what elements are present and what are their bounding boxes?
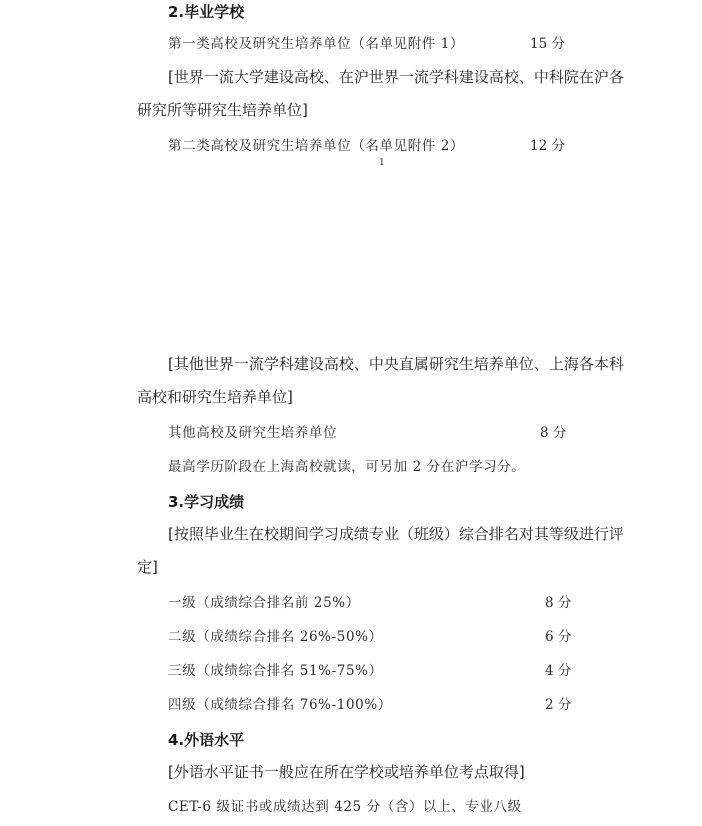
bonus-text: 最高学历阶段在上海高校就读，可另加 2 分在沪学习分。	[168, 459, 526, 475]
section-heading: 3.学习成绩	[168, 493, 245, 511]
level-label: 四级（成绩综合排名 76%-100%）	[168, 697, 392, 713]
section-heading: 4.外语水平	[168, 731, 245, 749]
section-heading: 2.毕业学校	[168, 3, 245, 21]
other-score: 8 分	[540, 425, 567, 441]
level-label: 三级（成绩综合排名 51%-75%）	[168, 663, 383, 679]
section3-note-line1: [按照毕业生在校期间学习成绩专业（班级）综合排名对其等级进行评	[168, 525, 624, 543]
tier1-note-line2: 研究所等研究生培养单位]	[137, 101, 308, 119]
level-score: 8 分	[545, 595, 572, 611]
page-number: 1	[379, 158, 385, 168]
level-score: 2 分	[545, 697, 572, 713]
tier1-note-line1: [世界一流大学建设高校、在沪世界一流学科建设高校、中科院在沪各	[168, 68, 624, 86]
level-label: 一级（成绩综合排名前 25%）	[168, 595, 360, 611]
other-label: 其他高校及研究生培养单位	[168, 425, 338, 441]
tier2-score: 12 分	[530, 138, 565, 154]
tier2-note-line2: 高校和研究生培养单位]	[137, 388, 293, 406]
tier2-note-line1: [其他世界一流学科建设高校、中央直属研究生培养单位、上海各本科	[168, 355, 624, 373]
cet-requirement: CET-6 级证书或成绩达到 425 分（含）以上、专业八级	[168, 799, 522, 815]
tier1-label: 第一类高校及研究生培养单位（名单见附件 1）	[168, 36, 465, 52]
section3-note-line2: 定]	[137, 558, 158, 576]
level-label: 二级（成绩综合排名 26%-50%）	[168, 629, 383, 645]
level-score: 6 分	[545, 629, 572, 645]
section4-note: [外语水平证书一般应在所在学校或培养单位考点取得]	[168, 763, 525, 781]
tier1-score: 15 分	[530, 36, 565, 52]
tier2-label: 第二类高校及研究生培养单位（名单见附件 2）	[168, 138, 465, 154]
level-score: 4 分	[545, 663, 572, 679]
